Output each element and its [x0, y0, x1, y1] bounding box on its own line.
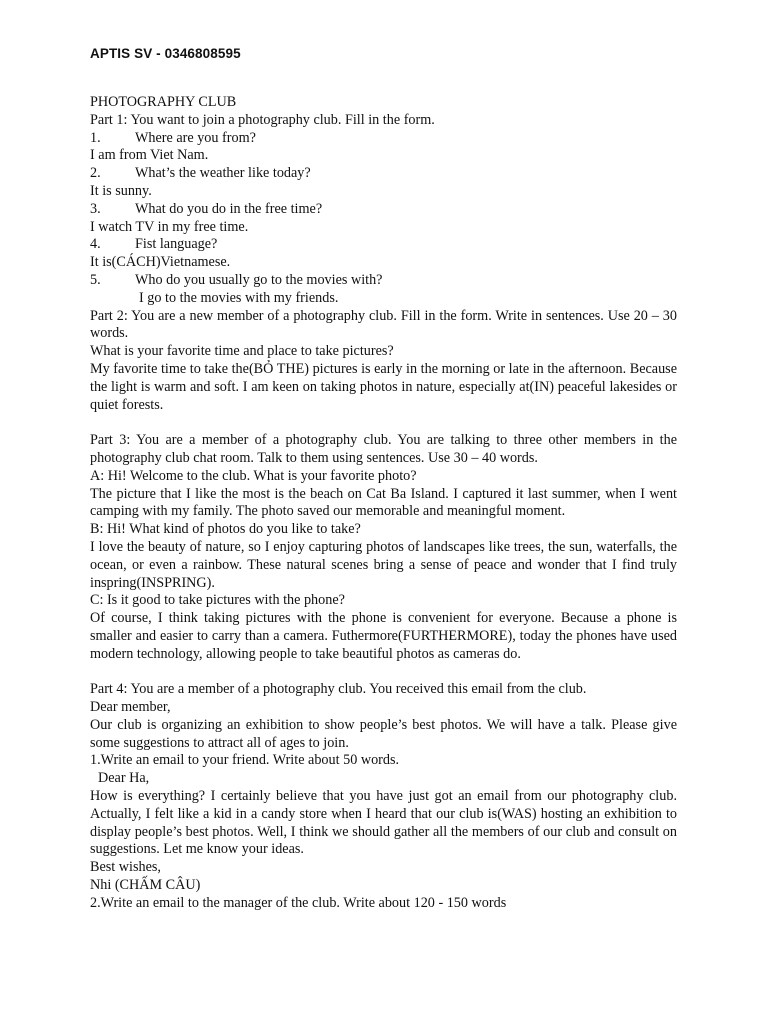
part1-answer-4: It is(CÁCH)Vietnamese.	[90, 254, 231, 271]
part4-intro: Part 4: You are a member of a photography club. You received this email from the club.	[90, 681, 587, 698]
part3-answer-b: I love the beauty of nature, so I enjoy capturing photos of landscapes like trees, the sun, waterfalls, the ocean, or even a rainbow. These natural scenes bring a sense of peace and wonder that I find truly inspring(INSPRING).	[90, 538, 677, 591]
question-number: 4.	[90, 236, 101, 253]
document-body	[90, 94, 677, 913]
document-title: PHOTOGRAPHY CLUB	[90, 94, 237, 110]
letter-signature: Nhi (CHẤM CÂU)	[90, 877, 201, 894]
question-number: 1.	[90, 129, 101, 146]
part3-answer-a: The picture that I like the most is the beach on Cat Ba Island. I captured it last summer, when I went camping with my family. The photo saved our memorable and meaningful moment.	[90, 485, 677, 520]
question-text: Where are you from?	[135, 129, 256, 146]
part2-answer: My favorite time to take the(BỎ THE) pictures is early in the morning or late in the afternoon. Because the light is warm and soft. I am keen on taking photos in nature, especially at(IN) peaceful lakesides or quiet forests.	[90, 360, 677, 413]
part1-answer-2: It is sunny.	[90, 182, 152, 199]
letter-body: How is everything? I certainly believe that you have just got an email from our photography club. Actually, I felt like a kid in a candy store when I heard that our club is(WAS) hosting an exhibition to display people’s best photos. Well, I think we should gather all the members of our club and consult on suggestions. Let me know your ideas.	[90, 788, 677, 858]
part1-question-4	[90, 236, 677, 254]
part1-question-5	[90, 272, 677, 290]
letter-closing: Best wishes,	[90, 859, 161, 876]
part1-question-3	[90, 201, 677, 219]
part3-question-b: B: Hi! What kind of photos do you like to take?	[90, 521, 361, 538]
question-text: Who do you usually go to the movies with?	[135, 271, 383, 288]
part1-intro: Part 1: You want to join a photography club. Fill in the form.	[90, 111, 435, 128]
blank-line	[90, 664, 677, 682]
part3-answer-c: Of course, I think taking pictures with the phone is convenient for everyone. Because a phone is smaller and easier to carry than a camera. Futhermore(FURTHERMORE), today the phones have used modern technology, allowing people to take beautiful photos as cameras do.	[90, 610, 677, 662]
part4-greeting: Dear member,	[90, 699, 171, 716]
part4-task-1: 1.Write an email to your friend. Write about 50 words.	[90, 752, 400, 769]
part3-question-c: C: Is it good to take pictures with the phone?	[90, 592, 345, 609]
part1-answer-3: I watch TV in my free time.	[90, 218, 249, 235]
part2-question: What is your favorite time and place to take pictures?	[90, 343, 394, 360]
part3-question-a: A: Hi! Welcome to the club. What is your favorite photo?	[90, 467, 417, 484]
question-number: 2.	[90, 165, 101, 182]
part4-task-2: 2.Write an email to the manager of the club. Write about 120 - 150 words	[90, 894, 507, 911]
page-header: APTIS SV - 0346808595	[90, 46, 241, 61]
part4-email-body: Our club is organizing an exhibition to show people’s best photos. We will have a talk. Please give some suggestions to attract all of ages to join.	[90, 716, 677, 751]
part1-answer-1: I am from Viet Nam.	[90, 147, 209, 164]
part3-intro: Part 3: You are a member of a photography club. You are talking to three other members in the photography club chat room. Talk to them using sentences. Use 30 – 40 words.	[90, 432, 677, 466]
part1-answer-5: I go to the movies with my friends.	[139, 289, 339, 306]
letter-greeting: Dear Ha,	[98, 770, 150, 787]
part2-intro: Part 2: You are a new member of a photography club. Fill in the form. Write in sentences. Use 20 – 30 words.	[90, 307, 677, 342]
part1-question-1	[90, 130, 677, 148]
part1-question-2	[90, 165, 677, 183]
question-text: What’s the weather like today?	[135, 165, 311, 182]
question-text: What do you do in the free time?	[135, 200, 323, 217]
question-text: Fist language?	[135, 236, 218, 253]
question-number: 3.	[90, 200, 101, 217]
question-number: 5.	[90, 271, 101, 288]
blank-line	[90, 414, 677, 432]
